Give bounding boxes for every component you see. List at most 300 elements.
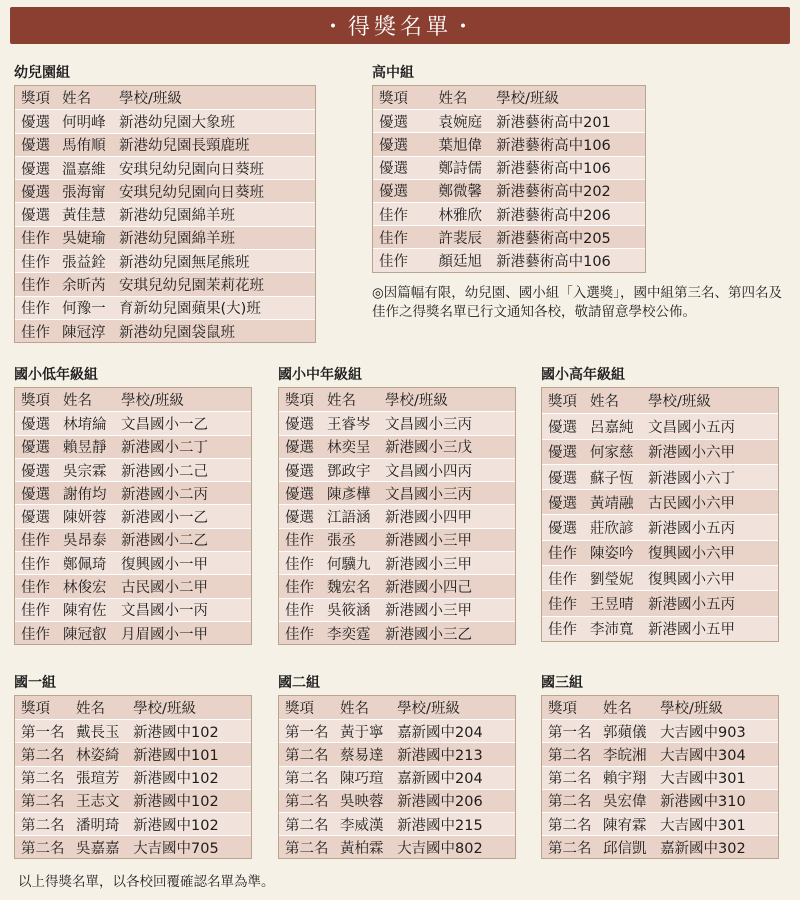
name-cell: 吳昂泰 xyxy=(63,533,107,550)
school-class-cell: 新港幼兒園無尾熊班 xyxy=(119,254,250,271)
table-row xyxy=(15,504,251,527)
table-header-row xyxy=(15,696,251,719)
school-class-cell: 新港國小五丙 xyxy=(648,521,735,538)
award-table xyxy=(278,695,516,859)
table-header-row xyxy=(542,696,778,719)
table-header-row xyxy=(279,388,515,411)
school-class-cell: 復興國小一甲 xyxy=(121,556,208,573)
name-cell: 吳筱涵 xyxy=(327,603,371,620)
table-row xyxy=(373,179,645,202)
award-cell: 佳作 xyxy=(548,597,577,614)
award-cell: 優選 xyxy=(21,161,50,178)
name-cell: 溫嘉維 xyxy=(62,161,106,178)
name-cell: 姓名 xyxy=(62,91,92,108)
table-row xyxy=(15,249,315,272)
school-class-cell: 學校/班級 xyxy=(397,701,460,718)
group-title: 幼兒園組 xyxy=(14,65,70,81)
table-row xyxy=(15,812,251,835)
table-row xyxy=(373,225,645,248)
award-cell: 佳作 xyxy=(21,278,50,295)
name-cell: 魏宏名 xyxy=(327,580,371,597)
name-cell: 何驥九 xyxy=(327,556,371,573)
name-cell: 葉旭偉 xyxy=(438,137,483,154)
award-cell: 佳作 xyxy=(21,324,50,341)
school-class-cell: 新港藝術高中205 xyxy=(496,230,611,247)
table-row xyxy=(15,789,251,812)
name-cell: 何明峰 xyxy=(62,114,106,131)
school-class-cell: 新港國中102 xyxy=(133,817,219,834)
award-cell: 佳作 xyxy=(21,301,50,318)
award-table xyxy=(14,85,316,343)
table-row xyxy=(15,742,251,765)
name-cell: 姓名 xyxy=(590,394,619,411)
school-class-cell: 新港國中102 xyxy=(133,771,219,788)
table-row xyxy=(15,133,315,156)
award-cell: 優選 xyxy=(21,138,50,155)
award-cell: 優選 xyxy=(285,416,314,433)
award-cell: 佳作 xyxy=(21,254,50,271)
award-table xyxy=(541,387,779,642)
school-class-cell: 新港幼兒園大象班 xyxy=(119,114,235,131)
award-cell: 第二名 xyxy=(548,817,592,834)
table-row xyxy=(15,574,251,597)
name-cell: 黃佳慧 xyxy=(62,208,106,225)
award-cell: 優選 xyxy=(548,445,577,462)
notice-text: ◎因篇幅有限，幼兒園、國小組「入選獎」，國中組第三名、第四名及佳作之得獎名單已行文通知各校，敬請留意學校公佈。 xyxy=(372,285,783,320)
award-table xyxy=(278,387,516,645)
award-table xyxy=(541,695,779,859)
name-cell: 陳宥霖 xyxy=(603,817,647,834)
award-cell: 佳作 xyxy=(21,556,50,573)
name-cell: 張益銓 xyxy=(62,254,106,271)
school-class-cell: 大吉國中304 xyxy=(660,747,746,764)
name-cell: 陳冠淳 xyxy=(62,324,106,341)
name-cell: 戴長玉 xyxy=(76,724,120,741)
table-row xyxy=(542,835,778,858)
school-class-cell: 新港國小六丁 xyxy=(648,470,735,487)
award-cell: 獎項 xyxy=(21,91,50,108)
table-row xyxy=(279,458,515,481)
award-cell: 佳作 xyxy=(379,207,408,224)
school-class-cell: 學校/班級 xyxy=(119,91,182,108)
award-group-elem-high xyxy=(541,366,779,642)
name-cell: 賴昱靜 xyxy=(63,440,107,457)
school-class-cell: 新港藝術高中202 xyxy=(496,184,611,201)
school-class-cell: 新港國中206 xyxy=(397,794,483,811)
name-cell: 呂嘉純 xyxy=(590,419,634,436)
name-cell: 姓名 xyxy=(76,701,106,718)
name-cell: 王睿岑 xyxy=(327,416,371,433)
award-cell: 獎項 xyxy=(548,394,577,411)
table-row xyxy=(279,719,515,742)
table-row xyxy=(15,226,315,249)
table-row xyxy=(542,439,778,464)
award-cell: 佳作 xyxy=(21,580,50,597)
table-row xyxy=(15,296,315,319)
name-cell: 邱信凱 xyxy=(603,840,647,857)
award-cell: 佳作 xyxy=(285,580,314,597)
name-cell: 鄭詩儒 xyxy=(438,161,483,178)
name-cell: 姓名 xyxy=(603,701,633,718)
table-row xyxy=(542,514,778,539)
name-cell: 吳映蓉 xyxy=(340,794,384,811)
award-group-junior-3 xyxy=(541,674,779,859)
table-row xyxy=(15,621,251,644)
award-cell: 優選 xyxy=(548,470,577,487)
award-cell: 優選 xyxy=(285,440,314,457)
school-class-cell: 新港國中102 xyxy=(133,724,219,741)
name-cell: 鄧政宇 xyxy=(327,463,371,480)
name-cell: 何豫一 xyxy=(62,301,106,318)
award-cell: 佳作 xyxy=(21,533,50,550)
school-class-cell: 安琪兒幼兒園向日葵班 xyxy=(119,161,264,178)
table-row xyxy=(279,742,515,765)
school-class-cell: 學校/班級 xyxy=(133,701,196,718)
table-row xyxy=(15,551,251,574)
award-table xyxy=(14,387,252,645)
table-row xyxy=(279,504,515,527)
school-class-cell: 文昌國小三丙 xyxy=(385,416,472,433)
award-cell: 佳作 xyxy=(285,626,314,643)
page-banner: ・得獎名單・ xyxy=(10,7,790,44)
award-cell: 獎項 xyxy=(21,701,50,718)
name-cell: 莊欣諺 xyxy=(590,521,634,538)
school-class-cell: 文昌國小一乙 xyxy=(121,416,208,433)
table-header-row xyxy=(542,388,778,413)
name-cell: 林雅欣 xyxy=(438,207,483,224)
award-group-elem-low xyxy=(14,366,252,645)
school-class-cell: 大吉國中903 xyxy=(660,724,746,741)
award-cell: 優選 xyxy=(21,463,50,480)
school-class-cell: 新港國小四己 xyxy=(385,580,472,597)
table-row xyxy=(542,489,778,514)
table-header-row xyxy=(15,388,251,411)
school-class-cell: 大吉國中301 xyxy=(660,771,746,788)
school-class-cell: 新港國小一乙 xyxy=(121,510,208,527)
name-cell: 吳宏偉 xyxy=(603,794,647,811)
table-row xyxy=(279,789,515,812)
name-cell: 蘇子恆 xyxy=(590,470,634,487)
award-cell: 第一名 xyxy=(285,724,329,741)
school-class-cell: 大吉國中301 xyxy=(660,817,746,834)
award-cell: 獎項 xyxy=(379,91,408,108)
table-row xyxy=(542,789,778,812)
school-class-cell: 新港國小三甲 xyxy=(385,556,472,573)
award-cell: 佳作 xyxy=(285,603,314,620)
name-cell: 陳姿吟 xyxy=(590,546,634,563)
table-row xyxy=(542,413,778,438)
school-class-cell: 新港幼兒園長頸鹿班 xyxy=(119,138,250,155)
school-class-cell: 新港藝術高中201 xyxy=(496,114,611,131)
award-cell: 第二名 xyxy=(548,794,592,811)
name-cell: 鄭佩琦 xyxy=(63,556,107,573)
award-cell: 優選 xyxy=(285,510,314,527)
name-cell: 林姿綺 xyxy=(76,747,120,764)
name-cell: 陳巧瑄 xyxy=(340,771,384,788)
school-class-cell: 嘉新國中204 xyxy=(397,724,483,741)
award-cell: 第一名 xyxy=(548,724,592,741)
group-title: 國三組 xyxy=(541,675,583,691)
name-cell: 姓名 xyxy=(63,393,92,410)
name-cell: 郭蘋儀 xyxy=(603,724,647,741)
school-class-cell: 學校/班級 xyxy=(660,701,723,718)
school-class-cell: 新港國小六甲 xyxy=(648,445,735,462)
school-class-cell: 學校/班級 xyxy=(648,394,711,411)
award-cell: 佳作 xyxy=(548,571,577,588)
award-group-kindergarten xyxy=(14,64,316,343)
school-class-cell: 安琪兒幼兒園茉莉花班 xyxy=(119,278,264,295)
award-cell: 優選 xyxy=(21,208,50,225)
award-cell: 佳作 xyxy=(379,230,408,247)
award-group-senior-high xyxy=(372,64,646,273)
award-cell: 優選 xyxy=(285,486,314,503)
school-class-cell: 新港國中213 xyxy=(397,747,483,764)
group-title: 國小低年級組 xyxy=(14,367,98,383)
table-row xyxy=(542,766,778,789)
name-cell: 林堉綸 xyxy=(63,416,107,433)
award-cell: 第二名 xyxy=(548,747,592,764)
table-header-row xyxy=(15,86,315,109)
school-class-cell: 復興國小六甲 xyxy=(648,571,735,588)
award-cell: 獎項 xyxy=(285,701,314,718)
award-table xyxy=(372,85,646,273)
school-class-cell: 新港國小三乙 xyxy=(385,626,472,643)
name-cell: 李威漢 xyxy=(340,817,384,834)
school-class-cell: 新港國小二丙 xyxy=(121,486,208,503)
school-class-cell: 新港國小五丙 xyxy=(648,597,735,614)
school-class-cell: 新港藝術高中206 xyxy=(496,207,611,224)
school-class-cell: 新港國小三甲 xyxy=(385,603,472,620)
award-cell: 優選 xyxy=(21,486,50,503)
award-cell: 佳作 xyxy=(548,622,577,639)
table-row xyxy=(15,481,251,504)
name-cell: 袁婉庭 xyxy=(438,114,483,131)
school-class-cell: 新港國中101 xyxy=(133,747,219,764)
award-cell: 優選 xyxy=(379,137,408,154)
award-group-junior-1 xyxy=(14,674,252,859)
table-row xyxy=(373,109,645,132)
name-cell: 陳冠叡 xyxy=(63,626,107,643)
name-cell: 姓名 xyxy=(340,701,370,718)
school-class-cell: 新港國中215 xyxy=(397,817,483,834)
award-cell: 優選 xyxy=(21,184,50,201)
name-cell: 吳婕瑜 xyxy=(62,231,106,248)
table-row xyxy=(15,528,251,551)
school-class-cell: 新港國小二乙 xyxy=(121,533,208,550)
table-row xyxy=(279,812,515,835)
school-class-cell: 文昌國小一丙 xyxy=(121,603,208,620)
name-cell: 李沛寬 xyxy=(590,622,634,639)
school-class-cell: 新港國中102 xyxy=(133,794,219,811)
award-cell: 佳作 xyxy=(21,603,50,620)
table-row xyxy=(15,156,315,179)
table-row xyxy=(373,132,645,155)
award-cell: 第二名 xyxy=(21,840,65,857)
award-cell: 優選 xyxy=(548,495,577,512)
award-cell: 第一名 xyxy=(21,724,65,741)
name-cell: 林俊宏 xyxy=(63,580,107,597)
table-row xyxy=(279,435,515,458)
award-cell: 優選 xyxy=(379,114,408,131)
award-table xyxy=(14,695,252,859)
table-row xyxy=(15,598,251,621)
award-cell: 第二名 xyxy=(285,794,329,811)
group-title: 國二組 xyxy=(278,675,320,691)
table-row xyxy=(279,411,515,434)
name-cell: 陳彥樺 xyxy=(327,486,371,503)
footer-note: 以上得獎名單，以各校回覆確認名單為準。 xyxy=(18,874,275,890)
award-cell: 獎項 xyxy=(21,393,50,410)
award-cell: 優選 xyxy=(21,440,50,457)
group-title: 國一組 xyxy=(14,675,56,691)
table-row xyxy=(15,458,251,481)
school-class-cell: 學校/班級 xyxy=(121,393,184,410)
name-cell: 吳嘉嘉 xyxy=(76,840,120,857)
name-cell: 陳宥佐 xyxy=(63,603,107,620)
school-class-cell: 學校/班級 xyxy=(385,393,448,410)
table-row xyxy=(373,202,645,225)
table-row xyxy=(15,319,315,342)
award-cell: 優選 xyxy=(21,416,50,433)
school-class-cell: 育新幼兒園蘋果(大)班 xyxy=(119,301,261,318)
school-class-cell: 嘉新國中302 xyxy=(660,840,746,857)
table-row xyxy=(15,411,251,434)
award-cell: 第二名 xyxy=(21,817,65,834)
table-header-row xyxy=(373,86,645,109)
school-class-cell: 新港國小二丁 xyxy=(121,440,208,457)
school-class-cell: 大吉國中802 xyxy=(397,840,483,857)
award-cell: 優選 xyxy=(285,463,314,480)
name-cell: 吳宗霖 xyxy=(63,463,107,480)
name-cell: 張丞 xyxy=(327,533,356,550)
award-cell: 佳作 xyxy=(285,556,314,573)
school-class-cell: 新港國小五甲 xyxy=(648,622,735,639)
name-cell: 姓名 xyxy=(438,91,468,108)
school-class-cell: 大吉國中705 xyxy=(133,840,219,857)
award-cell: 第二名 xyxy=(285,840,329,857)
name-cell: 賴宇翔 xyxy=(603,771,647,788)
award-cell: 佳作 xyxy=(21,626,50,643)
school-class-cell: 新港國小四甲 xyxy=(385,510,472,527)
award-cell: 優選 xyxy=(21,510,50,527)
table-row xyxy=(542,616,778,641)
table-row xyxy=(15,435,251,458)
name-cell: 黃柏霖 xyxy=(340,840,384,857)
award-cell: 第二名 xyxy=(548,840,592,857)
table-row xyxy=(15,766,251,789)
table-row xyxy=(279,766,515,789)
table-row xyxy=(279,528,515,551)
award-cell: 第二名 xyxy=(21,771,65,788)
award-cell: 佳作 xyxy=(285,533,314,550)
name-cell: 何家慈 xyxy=(590,445,634,462)
award-cell: 獎項 xyxy=(285,393,314,410)
table-header-row xyxy=(279,696,515,719)
school-class-cell: 學校/班級 xyxy=(496,91,559,108)
group-title: 高中組 xyxy=(372,65,414,81)
award-cell: 優選 xyxy=(548,419,577,436)
table-row xyxy=(15,202,315,225)
table-row xyxy=(542,565,778,590)
table-row xyxy=(279,481,515,504)
award-group-elem-mid xyxy=(278,366,516,645)
table-row xyxy=(373,156,645,179)
name-cell: 劉瑩妮 xyxy=(590,571,634,588)
school-class-cell: 嘉新國中204 xyxy=(397,771,483,788)
table-row xyxy=(279,621,515,644)
name-cell: 黃靖融 xyxy=(590,495,634,512)
table-row xyxy=(15,835,251,858)
school-class-cell: 新港幼兒園綿羊班 xyxy=(119,231,235,248)
school-class-cell: 新港國小三戊 xyxy=(385,440,472,457)
school-class-cell: 古民國小二甲 xyxy=(121,580,208,597)
table-row xyxy=(15,272,315,295)
group-title: 國小高年級組 xyxy=(541,367,625,383)
name-cell: 黃于寧 xyxy=(340,724,384,741)
name-cell: 余昕芮 xyxy=(62,278,106,295)
name-cell: 王昱晴 xyxy=(590,597,634,614)
award-cell: 第二名 xyxy=(285,771,329,788)
table-row xyxy=(542,590,778,615)
school-class-cell: 新港藝術高中106 xyxy=(496,137,611,154)
name-cell: 張海甯 xyxy=(62,184,106,201)
name-cell: 李皖湘 xyxy=(603,747,647,764)
school-class-cell: 文昌國小四丙 xyxy=(385,463,472,480)
award-cell: 優選 xyxy=(379,161,408,178)
award-cell: 獎項 xyxy=(548,701,577,718)
table-row xyxy=(373,248,645,271)
name-cell: 鄭微馨 xyxy=(438,184,483,201)
school-class-cell: 新港幼兒園袋鼠班 xyxy=(119,324,235,341)
award-cell: 優選 xyxy=(548,521,577,538)
school-class-cell: 復興國小六甲 xyxy=(648,546,735,563)
name-cell: 謝侑均 xyxy=(63,486,107,503)
table-row xyxy=(542,540,778,565)
table-row xyxy=(279,551,515,574)
name-cell: 江語涵 xyxy=(327,510,371,527)
school-class-cell: 古民國小六甲 xyxy=(648,495,735,512)
school-class-cell: 新港藝術高中106 xyxy=(496,161,611,178)
name-cell: 姓名 xyxy=(327,393,356,410)
table-row xyxy=(15,179,315,202)
school-class-cell: 安琪兒幼兒園向日葵班 xyxy=(119,184,264,201)
award-cell: 佳作 xyxy=(21,231,50,248)
table-row xyxy=(15,109,315,132)
school-class-cell: 新港國中310 xyxy=(660,794,746,811)
name-cell: 李奕霆 xyxy=(327,626,371,643)
school-class-cell: 文昌國小五丙 xyxy=(648,419,735,436)
school-class-cell: 新港藝術高中106 xyxy=(496,253,611,270)
table-row xyxy=(15,719,251,742)
name-cell: 潘明琦 xyxy=(76,817,120,834)
award-cell: 佳作 xyxy=(548,546,577,563)
award-cell: 第二名 xyxy=(548,771,592,788)
table-row xyxy=(542,812,778,835)
award-cell: 第二名 xyxy=(21,794,65,811)
table-row xyxy=(542,742,778,765)
name-cell: 張瑄芳 xyxy=(76,771,120,788)
award-cell: 第二名 xyxy=(21,747,65,764)
name-cell: 許裴辰 xyxy=(438,230,483,247)
school-class-cell: 新港國小二己 xyxy=(121,463,208,480)
school-class-cell: 月眉國小一甲 xyxy=(121,626,208,643)
group-title: 國小中年級組 xyxy=(278,367,362,383)
name-cell: 林奕呈 xyxy=(327,440,371,457)
table-row xyxy=(542,464,778,489)
name-cell: 顏廷旭 xyxy=(438,253,483,270)
table-row xyxy=(279,835,515,858)
name-cell: 馬侑順 xyxy=(62,138,106,155)
